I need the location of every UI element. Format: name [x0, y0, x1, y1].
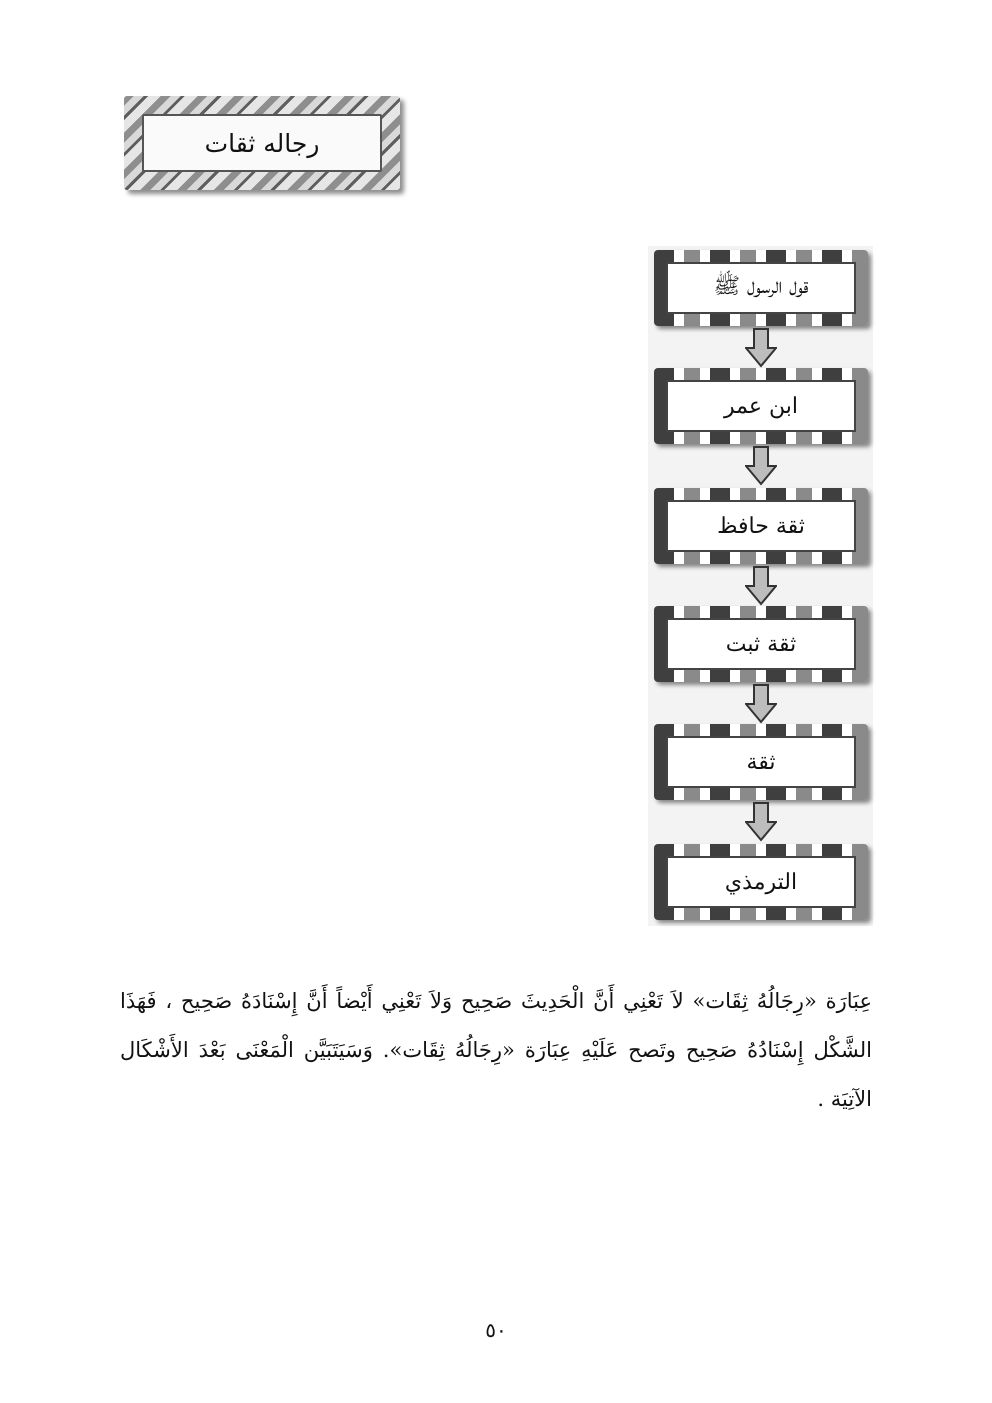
page-number: ٥٠: [485, 1318, 507, 1342]
flow-node-label: الترمذي: [666, 856, 856, 908]
flow-node-thiqa: [654, 724, 868, 800]
flow-node-thiqa-hafiz: [654, 488, 868, 564]
body-paragraph: عِبَارَة «رِجَالُهُ ثِقَات» لاَ تَعْنِي أَنَّ الْحَدِيثَ صَحِيح وَلاَ تَعْنِي أَيْضاً أَنَّ إِسْنَادَهُ صَحِيح ، فَهَذَا الشَّكْل إِسْنَادُهُ صَحِيح وتَصح عَلَيْهِ عِبَارَة «رِجَالُهُ ثِقَات». وَسَيَتَبَيَّن الْمَعْنَى بَعْدَ الأَشْكَال الآتِيَة .: [120, 989, 872, 1111]
flow-node-label: ابن عمر: [666, 380, 856, 432]
flow-node-thiqa-thabt: [654, 606, 868, 682]
flow-node-label: ثقة حافظ: [666, 500, 856, 552]
flow-node-ibn-umar: [654, 368, 868, 444]
down-arrow-icon: [745, 802, 777, 842]
down-arrow-icon: [745, 446, 777, 486]
down-arrow-icon: [745, 328, 777, 368]
down-arrow-icon: [745, 566, 777, 606]
flow-node-label: ثقة ثبت: [666, 618, 856, 670]
flow-node-prophet: [654, 250, 868, 326]
section-title-frame: [124, 96, 400, 190]
section-title: رجاله ثقات: [142, 114, 382, 172]
flow-node-tirmidhi: [654, 844, 868, 920]
flow-node-label: ثقة: [666, 736, 856, 788]
down-arrow-icon: [745, 684, 777, 724]
flow-node-label: قول الرسول ﷺ: [666, 262, 856, 314]
